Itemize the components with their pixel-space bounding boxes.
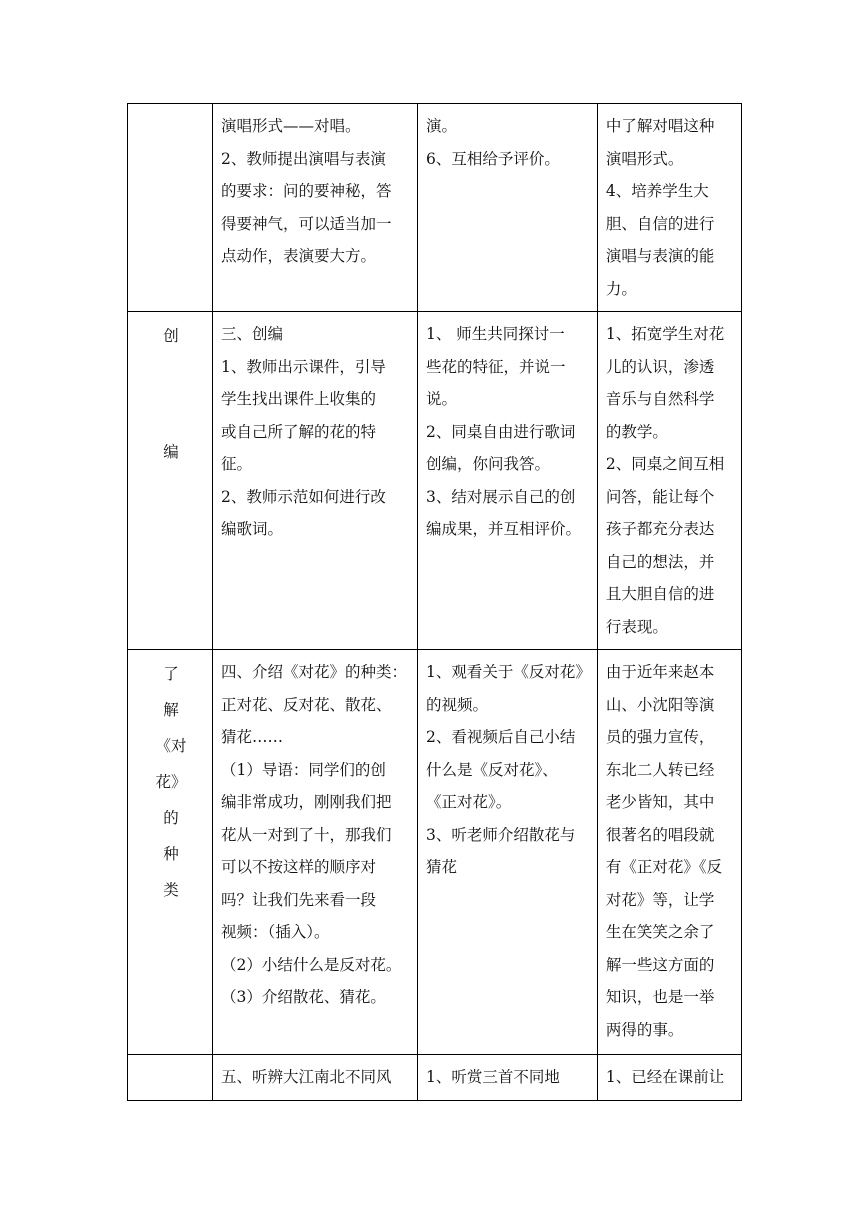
purpose-line: 有《正对花》《反 xyxy=(605,858,723,876)
purpose-line: 知识，也是一举 xyxy=(605,988,715,1006)
purpose-line: 孩子都充分表达 xyxy=(605,520,715,538)
teacher-line: 花从一对到了十，那我们 xyxy=(221,825,392,844)
teacher-line: 得要神气，可以适当加一 xyxy=(221,214,392,233)
purpose-line: 力。 xyxy=(605,279,637,298)
stage-cell xyxy=(128,312,213,650)
purpose-line: 中了解对唱这种 xyxy=(605,117,715,135)
purpose-cell xyxy=(597,104,741,312)
teacher-line: 点动作，表演要大方。 xyxy=(221,247,377,265)
student-cell xyxy=(418,1055,598,1101)
purpose-line: 由于近年来赵本 xyxy=(605,663,715,681)
student-line: 《正对花》。 xyxy=(426,793,512,811)
teacher-line: 征。 xyxy=(221,455,253,473)
teacher-line: 或自己所了解的花的特 xyxy=(221,422,377,441)
teacher-line: 五、听辨大江南北不同风 xyxy=(221,1068,392,1086)
student-line: 的视频。 xyxy=(426,695,489,714)
teacher-line: 正对花、反对花、散花、 xyxy=(221,695,392,714)
student-line: 创编，你问我答。 xyxy=(426,455,551,473)
purpose-cell xyxy=(597,650,741,1055)
student-line: 3、听老师介绍散花与 xyxy=(426,825,576,844)
purpose-line: 儿的认识，渗透 xyxy=(605,357,715,376)
teacher-line: 编歌词。 xyxy=(221,520,284,538)
stage-char: 种 xyxy=(163,845,179,863)
purpose-line: 音乐与自然科学 xyxy=(605,390,715,408)
table-row xyxy=(128,104,742,312)
stage-char: 了 xyxy=(163,665,179,683)
purpose-line: 且大胆自信的进 xyxy=(605,585,715,603)
stage-char: 创 xyxy=(163,327,179,345)
purpose-line: 东北二人转已经 xyxy=(605,760,715,779)
stage-char: 花》 xyxy=(155,773,187,791)
student-line: 3、结对展示自己的创 xyxy=(426,487,576,506)
purpose-line: 解一些这方面的 xyxy=(605,955,715,974)
purpose-cell xyxy=(597,312,741,650)
purpose-line: 山、小沈阳等演 xyxy=(605,695,715,714)
teacher-line: （3）介绍散花、猜花。 xyxy=(221,988,386,1006)
purpose-line: 4、培养学生大 xyxy=(605,182,709,200)
purpose-line: 演唱形式。 xyxy=(605,149,684,168)
stage-char: 解 xyxy=(163,701,179,719)
teacher-line: （2）小结什么是反对花。 xyxy=(221,955,402,974)
teacher-line: 四、介绍《对花》的种类： xyxy=(221,663,408,681)
teacher-line: 猜花…… xyxy=(221,728,284,746)
teacher-line: 可以不按这样的顺序对 xyxy=(221,858,377,876)
purpose-line: 生在笑笑之余了 xyxy=(605,923,715,941)
student-line: 说。 xyxy=(426,390,458,408)
purpose-line: 对花》等，让学 xyxy=(605,890,715,909)
student-line: 6、互相给予评价。 xyxy=(426,149,560,168)
purpose-line: 自己的想法，并 xyxy=(605,552,715,571)
teacher-line: 视频：（插入）。 xyxy=(221,923,330,941)
student-cell xyxy=(418,104,598,312)
stage-label xyxy=(136,318,206,470)
purpose-cell xyxy=(597,1055,741,1101)
stage-cell xyxy=(128,104,213,312)
purpose-line: 2、同桌之间互相 xyxy=(605,455,725,473)
stage-label xyxy=(136,656,206,908)
purpose-line: 演唱与表演的能 xyxy=(605,247,715,265)
student-line: 演。 xyxy=(426,117,458,135)
teacher-line: 编非常成功，刚刚我们把 xyxy=(221,793,392,811)
teacher-cell xyxy=(213,312,418,650)
teacher-line: 的要求：问的要神秘，答 xyxy=(221,182,392,200)
teacher-line: 2、教师示范如何进行改 xyxy=(221,487,386,506)
teacher-line: 学生找出课件上收集的 xyxy=(221,390,377,408)
table-row xyxy=(128,1055,742,1101)
stage-char: 《对 xyxy=(155,737,187,755)
student-line: 猜花 xyxy=(426,858,458,876)
teacher-line: （1）导语：同学们的创 xyxy=(221,760,386,779)
table-row xyxy=(128,650,742,1055)
purpose-line: 1、已经在课前让 xyxy=(605,1068,725,1086)
purpose-line: 员的强力宣传， xyxy=(605,728,715,746)
purpose-line: 两得的事。 xyxy=(605,1020,684,1039)
purpose-line: 问答，能让每个 xyxy=(605,487,715,506)
student-line: 些花的特征，并说一 xyxy=(426,357,566,376)
purpose-line: 很著名的唱段就 xyxy=(605,825,715,844)
teacher-line: 1、教师出示课件，引导 xyxy=(221,357,386,376)
teacher-line: 2、教师提出演唱与表演 xyxy=(221,149,386,168)
stage-cell xyxy=(128,1055,213,1101)
student-line: 1、听赏三首不同地 xyxy=(426,1068,560,1086)
purpose-line: 老少皆知，其中 xyxy=(605,793,715,811)
teacher-cell xyxy=(213,104,418,312)
student-cell xyxy=(418,312,598,650)
stage-char: 的 xyxy=(163,809,179,827)
purpose-line: 的教学。 xyxy=(605,422,668,441)
teacher-cell xyxy=(213,650,418,1055)
table-row xyxy=(128,312,742,650)
student-line: 1、观看关于《反对花》 xyxy=(426,663,591,681)
stage-cell xyxy=(128,650,213,1055)
purpose-line: 1、拓宽学生对花 xyxy=(605,325,725,343)
purpose-line: 胆、自信的进行 xyxy=(605,214,715,233)
teacher-line: 吗？让我们先来看一段 xyxy=(221,890,377,909)
student-cell xyxy=(418,650,598,1055)
student-line: 1、 师生共同探讨一 xyxy=(426,325,565,343)
student-line: 编成果，并互相评价。 xyxy=(426,520,582,538)
student-line: 2、看视频后自己小结 xyxy=(426,728,576,746)
teacher-line: 演唱形式——对唱。 xyxy=(221,117,361,135)
purpose-line: 行表现。 xyxy=(605,617,668,636)
stage-char: 编 xyxy=(163,443,179,461)
student-line: 什么是《反对花》、 xyxy=(426,760,558,779)
stage-char: 类 xyxy=(163,881,179,899)
lesson-plan-table xyxy=(127,103,742,1101)
teacher-line: 三、创编 xyxy=(221,325,284,343)
student-line: 2、同桌自由进行歌词 xyxy=(426,422,576,441)
teacher-cell xyxy=(213,1055,418,1101)
